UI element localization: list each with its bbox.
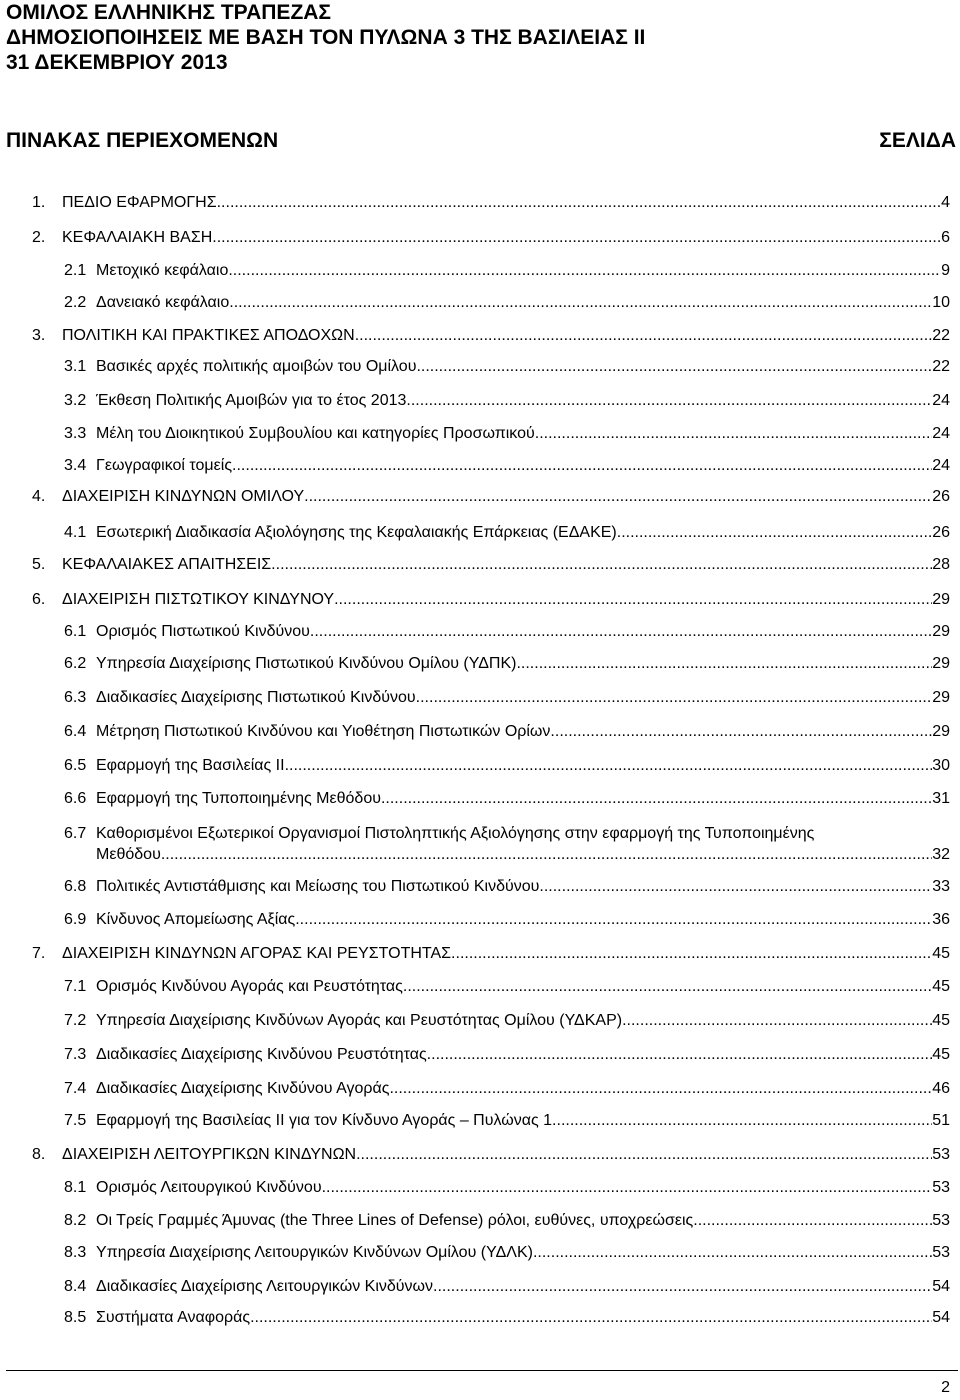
toc-entry-page: 22 [932,327,950,344]
toc-entry-title: ΔΙΑΧΕΙΡΙΣΗ ΚΙΝΔΥΝΩΝ ΑΓΟΡΑΣ ΚΑΙ ΡΕΥΣΤΟΤΗΤΑΣ. [62,945,456,962]
toc-dot-leader [285,756,933,776]
toc-dot-leader [250,1308,932,1328]
toc-entry[interactable] [32,487,950,507]
toc-entry[interactable] [64,789,950,809]
toc-entry-number: 3.2 [64,392,87,409]
toc-entry-number: 3.3 [64,425,87,442]
toc-entry[interactable] [64,1045,950,1065]
toc-entry-page: 26 [932,488,950,505]
toc-entry-title: Εφαρμογή της Βασιλείας ΙΙ για τον Κίνδυνο Αγοράς – Πυλώνας 1 [96,1112,553,1129]
toc-heading: ΠΙΝΑΚΑΣ ΠΕΡΙΕΧΟΜΕΝΩΝ [6,129,279,152]
toc-entry-page: 22 [932,358,950,375]
toc-dot-leader [433,1277,932,1297]
toc-entry-page: 54 [932,1309,950,1326]
toc-dot-leader [381,789,932,809]
toc-entry-number: 7.1 [64,978,87,995]
toc-entry-page: 53 [932,1212,950,1229]
toc-entry[interactable] [64,1079,950,1099]
header-line-date: 31 ΔΕΚΕΜΒΡΙΟΥ 2013 [6,51,228,74]
toc-dot-leader [550,722,932,742]
toc-entry-number: 6.9 [64,911,87,928]
toc-entry-number: 2.2 [64,294,87,311]
toc-entry-title: Οι Τρείς Γραμμές Άμυνας (the Three Lines of Defense) ρόλοι, ευθύνες, υποχρεώσεις [96,1212,694,1229]
footer-divider [6,1370,958,1371]
toc-entry-number: 6.5 [64,757,87,774]
toc-entry-title: ΠΟΛΙΤΙΚΗ ΚΑΙ ΠΡΑΚΤΙΚΕΣ ΑΠΟΔΟΧΩΝ. [62,327,360,344]
toc-entry-number: 7.2 [64,1012,87,1029]
toc-entry-title: Εφαρμογή της Βασιλείας ΙΙ [96,757,285,774]
toc-entry-title: Έκθεση Πολιτικής Αμοιβών για το έτος 2013 [96,392,407,409]
toc-entry-title: Κίνδυνος Απομείωσης Αξίας [96,911,296,928]
toc-entry[interactable] [64,391,950,411]
toc-entry-number: 8.2 [64,1212,87,1229]
toc-entry-page: 36 [932,911,950,928]
toc-dot-leader [535,424,932,444]
toc-entry-page: 29 [932,591,950,608]
toc-entry[interactable] [64,654,950,674]
toc-entry-page: 46 [932,1080,950,1097]
toc-entry[interactable] [64,1277,950,1297]
toc-entry-title-continued: Μεθόδου [96,846,161,863]
toc-entry[interactable] [64,622,950,642]
toc-entry[interactable] [32,944,950,964]
toc-entry-number: 3.4 [64,457,87,474]
toc-entry[interactable] [32,1145,950,1165]
toc-dot-leader [271,555,932,575]
toc-entry-number: 1. [32,194,46,211]
toc-entry[interactable] [64,1178,950,1198]
toc-dot-leader [304,487,932,507]
toc-entry-number: 4. [32,488,46,505]
toc-entry-title: Ορισμός Κινδύνου Αγοράς και Ρευστότητας [96,978,403,995]
toc-entry-page: 24 [932,457,950,474]
toc-page-label: ΣΕΛΙΔΑ [879,129,956,152]
toc-entry-number: 6.4 [64,723,87,740]
toc-dot-leader [456,944,933,964]
toc-entry[interactable] [64,756,950,776]
toc-entry[interactable] [64,910,950,930]
toc-entry-page: 53 [932,1244,950,1261]
toc-entry-title: Διαδικασίες Διαχείρισης Κινδύνου Αγοράς. [96,1080,394,1097]
toc-entry-title: Δανειακό κεφάλαιο [96,294,230,311]
toc-entry-page: 54 [932,1278,950,1295]
toc-entry-page: 29 [932,723,950,740]
toc-dot-leader [552,1111,932,1131]
toc-entry-page: 45 [932,1046,950,1063]
toc-entry-title: ΔΙΑΧΕΙΡΙΣΗ ΚΙΝΔΥΝΩΝ ΟΜΙΛΟΥ [62,488,305,505]
toc-entry-page: 4 [941,194,950,211]
toc-entry-page: 29 [932,655,950,672]
toc-entry[interactable] [64,1011,950,1031]
toc-dot-leader [229,293,932,313]
toc-entry-title: ΔΙΑΧΕΙΡΙΣΗ ΠΙΣΤΩΤΙΚΟΥ ΚΙΝΔΥΝΟΥ [62,591,335,608]
toc-entry-page: 33 [932,878,950,895]
toc-entry[interactable] [64,1308,950,1328]
toc-entry-page: 45 [932,1012,950,1029]
toc-entry-page: 31 [932,790,950,807]
toc-dot-leader [693,1211,932,1231]
toc-entry-number: 7.5 [64,1112,87,1129]
toc-dot-leader [621,523,932,543]
toc-entry-title: Διαδικασίες Διαχείρισης Κινδύνου Ρευστότητας. [96,1046,432,1063]
toc-dot-leader [533,1243,932,1263]
toc-entry-title: Βασικές αρχές πολιτικής αμοιβών του Ομίλου [96,358,417,375]
toc-entry-number: 3. [32,327,46,344]
toc-entry-title: Εφαρμογή της Τυποποιημένης Μεθόδου [96,790,381,807]
toc-entry[interactable] [64,824,950,866]
toc-entry[interactable] [64,877,950,897]
toc-entry-title: Υπηρεσία Διαχείρισης Κινδύνων Αγοράς και Ρευστότητας Ομίλου (ΥΔΚΑΡ) [96,1012,623,1029]
toc-entry-page: 9 [941,262,950,279]
toc-entry[interactable] [32,228,950,248]
toc-entry-page: 51 [932,1112,950,1129]
toc-entry-number: 7.4 [64,1080,87,1097]
toc-entry-page: 45 [932,945,950,962]
toc-dot-leader [334,590,932,610]
toc-entry-number: 6.6 [64,790,87,807]
toc-entry[interactable] [64,424,950,444]
toc-entry[interactable] [32,590,950,610]
toc-entry-page: 29 [932,689,950,706]
toc-entry[interactable] [64,1243,950,1263]
toc-entry-title: Συστήματα Αναφοράς [96,1309,251,1326]
toc-entry[interactable] [64,523,950,543]
toc-entry-number: 8.4 [64,1278,87,1295]
toc-entry[interactable] [64,1111,950,1131]
toc-dot-leader [228,261,941,281]
toc-entry-page: 26 [932,524,950,541]
page-number: 2 [941,1379,950,1396]
toc-entry-number: 7. [32,945,46,962]
toc-entry-page: 28 [932,556,950,573]
toc-entry-title: Γεωγραφικοί τομείς [96,457,233,474]
toc-entry-page: 32 [932,846,950,863]
toc-entry-page: 24 [932,425,950,442]
toc-entry-title: Μέλη του Διοικητικού Συμβουλίου και κατηγορίες Προσωπικού [96,425,535,442]
toc-entry-title: Ορισμός Λειτουργικού Κινδύνου [96,1179,322,1196]
toc-dot-leader [359,326,932,346]
toc-entry-number: 6.3 [64,689,87,706]
toc-dot-leader [322,1178,933,1198]
toc-entry-page: 6 [941,229,950,246]
toc-entry-number: 6.8 [64,878,87,895]
toc-entry-page: 30 [932,757,950,774]
toc-entry-title: Καθορισμένοι Εξωτερικοί Οργανισμοί Πιστοληπτικής Αξιολόγησης στην εφαρμογή της Τυποποιημένης [96,825,815,842]
toc-entry[interactable] [64,688,950,708]
toc-entry[interactable] [64,261,950,281]
toc-entry-title: Μετοχικό κεφάλαιο [96,262,229,279]
toc-entry-title: Διαδικασίες Διαχείρισης Λειτουργικών Κινδύνων [96,1278,434,1295]
toc-entry-page: 10 [932,294,950,311]
toc-entry-title: ΚΕΦΑΛΑΙΑΚΗ ΒΑΣΗ [62,229,213,246]
toc-entry-number: 8.5 [64,1309,87,1326]
toc-dot-leader [516,654,932,674]
toc-entry-page: 29 [932,623,950,640]
toc-entry[interactable] [64,456,950,476]
toc-entry-number: 2. [32,229,46,246]
toc-dot-leader [212,228,941,248]
toc-entry[interactable] [64,357,950,377]
toc-dot-leader [431,1045,932,1065]
toc-entry-number: 8.1 [64,1179,87,1196]
toc-entry-number: 8.3 [64,1244,87,1261]
toc-dot-leader [394,1079,932,1099]
toc-entry-number: 3.1 [64,358,87,375]
toc-dot-leader [232,456,932,476]
toc-entry-number: 2.1 [64,262,87,279]
toc-dot-leader [622,1011,932,1031]
toc-entry-title: Πολιτικές Αντιστάθμισης και Μείωσης του Πιστωτικού Κινδύνου [96,878,540,895]
toc-entry-number: 7.3 [64,1046,87,1063]
toc-entry-title: Εσωτερική Διαδικασία Αξιολόγησης της Κεφαλαιακής Επάρκειας (ΕΔΑΚΕ). [96,524,622,541]
header-line-bank: ΟΜΙΛΟΣ ΕΛΛΗΝΙΚΗΣ ΤΡΑΠΕΖΑΣ [6,1,332,24]
toc-entry[interactable] [64,722,950,742]
toc-entry-number: 5. [32,556,46,573]
toc-entry-number: 6.1 [64,623,87,640]
toc-dot-leader [539,877,932,897]
toc-entry-title: Υπηρεσία Διαχείρισης Λειτουργικών Κινδύνων Ομίλου (ΥΔΛΚ) [96,1244,533,1261]
toc-dot-leader [217,193,941,213]
toc-entry-title: Ορισμός Πιστωτικού Κινδύνου [96,623,310,640]
toc-entry-number: 6.7 [64,825,87,842]
toc-dot-leader [403,977,932,997]
toc-dot-leader [406,391,932,411]
toc-entry-number: 6. [32,591,46,608]
toc-entry-page: 53 [932,1179,950,1196]
toc-entry-page: 45 [932,978,950,995]
header-line-disclosures: ΔΗΜΟΣΙΟΠΟΙΗΣΕΙΣ ΜΕ ΒΑΣΗ ΤΟΝ ΠΥΛΩΝΑ 3 ΤΗΣ ΒΑΣΙΛΕΙΑΣ ΙΙ [6,26,646,49]
toc-entry-title: Υπηρεσία Διαχείρισης Πιστωτικού Κινδύνου Ομίλου (ΥΔΠΚ) [96,655,517,672]
toc-entry-title: ΔΙΑΧΕΙΡΙΣΗ ΛΕΙΤΟΥΡΓΙΚΩΝ ΚΙΝΔΥΝΩΝ [62,1146,357,1163]
toc-dot-leader [356,1145,932,1165]
toc-entry[interactable] [64,1211,950,1231]
toc-entry-title: ΚΕΦΑΛΑΙΑΚΕΣ ΑΠΑΙΤΗΣΕΙΣ [62,556,272,573]
toc-dot-leader [416,688,933,708]
toc-entry[interactable] [64,293,950,313]
toc-entry[interactable] [32,326,950,346]
toc-entry-title: Διαδικασίες Διαχείρισης Πιστωτικού Κινδύνου [96,689,416,706]
toc-entry-page: 24 [932,392,950,409]
toc-entry-number: 8. [32,1146,46,1163]
toc-entry-page: 53 [932,1146,950,1163]
toc-entry[interactable] [32,193,950,213]
toc-entry-number: 6.2 [64,655,87,672]
toc-dot-leader [295,910,932,930]
toc-entry-title: Μέτρηση Πιστωτικού Κινδύνου και Υιοθέτηση Πιστωτικών Ορίων [96,723,551,740]
toc-entry-title: ΠΕΔΙΟ ΕΦΑΡΜΟΓΗΣ [62,194,217,211]
toc-entry-number: 4.1 [64,524,87,541]
toc-dot-leader [310,622,932,642]
toc-entry[interactable] [32,555,950,575]
toc-dot-leader [416,357,932,377]
toc-entry[interactable] [64,977,950,997]
toc-dot-leader [161,845,932,865]
